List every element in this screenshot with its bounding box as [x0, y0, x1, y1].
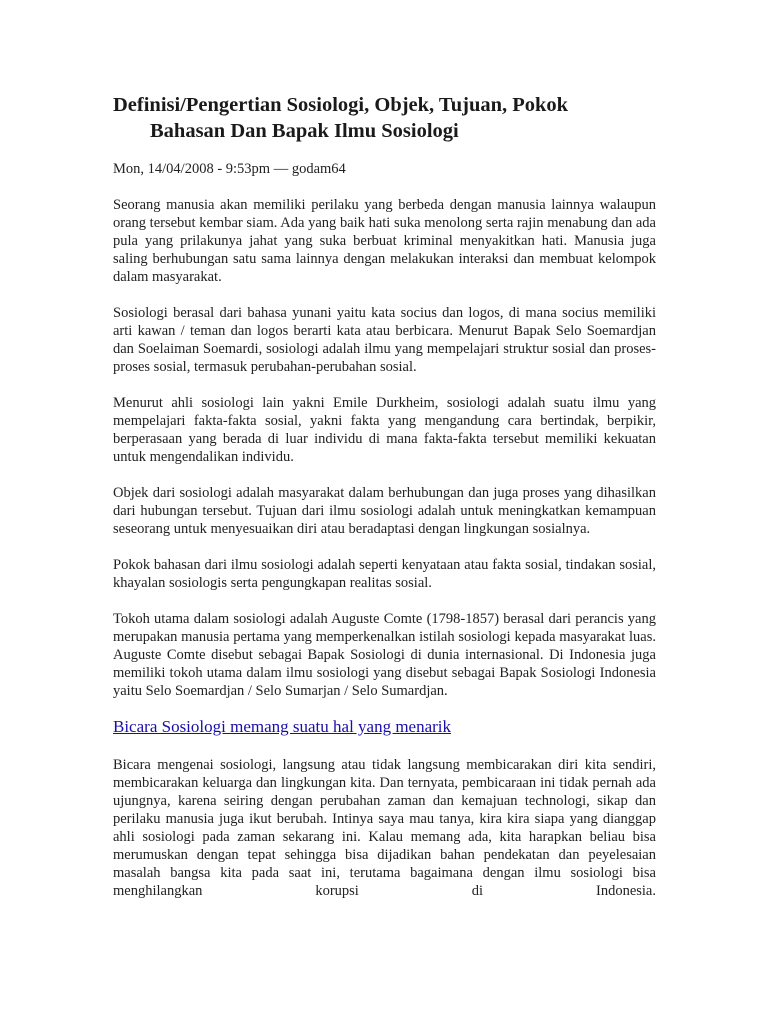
- page-title: [113, 92, 656, 144]
- paragraph-objective: Objek dari sosiologi adalah masyarakat dalam berhubungan dan juga proses yang dihasilkan dari hubungan tersebut. Tujuan dari ilmu sosiologi adalah untuk meningkatkan kemampuan seseorang untuk menyesuaikan diri atau beradaptasi dengan lingkungan sosialnya.: [113, 485, 656, 537]
- paragraph-comment: Bicara mengenai sosiologi, langsung atau tidak langsung membicarakan diri kita sendiri, membicarakan keluarga dan lingkungan kita. Dan ternyata, pembicaraan ini tidak pernah ada ujungnya, karena seiring dengan perubahan zaman dan kemajuan technologi, sikap dan perilaku manusia juga ikut berubah. Intinya saya mau tanya, kira kira siapa yang dianggap ahli sosiologi pada zaman sekarang ini. Kalau memang ada, kita harapkan beliau bisa merumuskan dengan tepat sehingga bisa dijadikan bahan pendekatan dan peyelesaian masalah bangsa kita pada saat ini, terutama bagaimana dengan ilmu sosiologi bisa menghilangkan korupsi di Indonesia.: [113, 757, 656, 899]
- paragraph-founders: Tokoh utama dalam sosiologi adalah Auguste Comte (1798-1857) berasal dari perancis yang merupakan manusia pertama yang memperkenalkan istilah sosiologi kepada masyarakat luas. Auguste Comte disebut sebagai Bapak Sosiologi di dunia internasional. Di Indonesia juga memiliki tokoh utama dalam ilmu sosiologi yang disebut sebagai Bapak Sosiologi Indonesia yaitu Selo Soemardjan / Selo Sumarjan / Selo Sumardjan.: [113, 611, 656, 699]
- paragraph-intro: Seorang manusia akan memiliki perilaku yang berbeda dengan manusia lainnya walaupun orang tersebut kembar siam. Ada yang baik hati suka menolong serta rajin menabung dan ada pula yang prilakunya jahat yang suka berbuat kriminal menyakitkan hati. Manusia juga saling berhubungan satu sama lainnya dengan melakukan interaksi dan membuat kelompok dalam masyarakat.: [113, 197, 656, 285]
- section-heading-link[interactable]: Bicara Sosiologi memang suatu hal yang menarik: [113, 717, 452, 736]
- title-line-1: Definisi/Pengertian Sosiologi, Objek, Tujuan, Pokok: [113, 94, 569, 116]
- paragraph-subject-matter: Pokok bahasan dari ilmu sosiologi adalah seperti kenyataan atau fakta sosial, tindakan sosial, khayalan sosiologis serta pengungkapan realitas sosial.: [113, 557, 656, 591]
- title-line-2: Bahasan Dan Bapak Ilmu Sosiologi: [150, 120, 459, 142]
- paragraph-etymology: Sosiologi berasal dari bahasa yunani yaitu kata socius dan logos, di mana socius memiliki arti kawan / teman dan logos berarti kata atau berbicara. Menurut Bapak Selo Soemardjan dan Soelaiman Soemardi, sosiologi adalah ilmu yang mempelajari struktur sosial dan proses-proses sosial, termasuk perubahan-perubahan sosial.: [113, 305, 656, 375]
- document-page: [113, 92, 656, 900]
- paragraph-durkheim: Menurut ahli sosiologi lain yakni Emile Durkheim, sosiologi adalah suatu ilmu yang mempelajari fakta-fakta sosial, yakni fakta yang mengandung cara bertindak, berpikir, berperasaan yang berada di luar individu di mana fakta-fakta tersebut memiliki kekuatan untuk mengendalikan individu.: [113, 395, 656, 465]
- post-meta: Mon, 14/04/2008 - 9:53pm — godam64: [113, 161, 346, 177]
